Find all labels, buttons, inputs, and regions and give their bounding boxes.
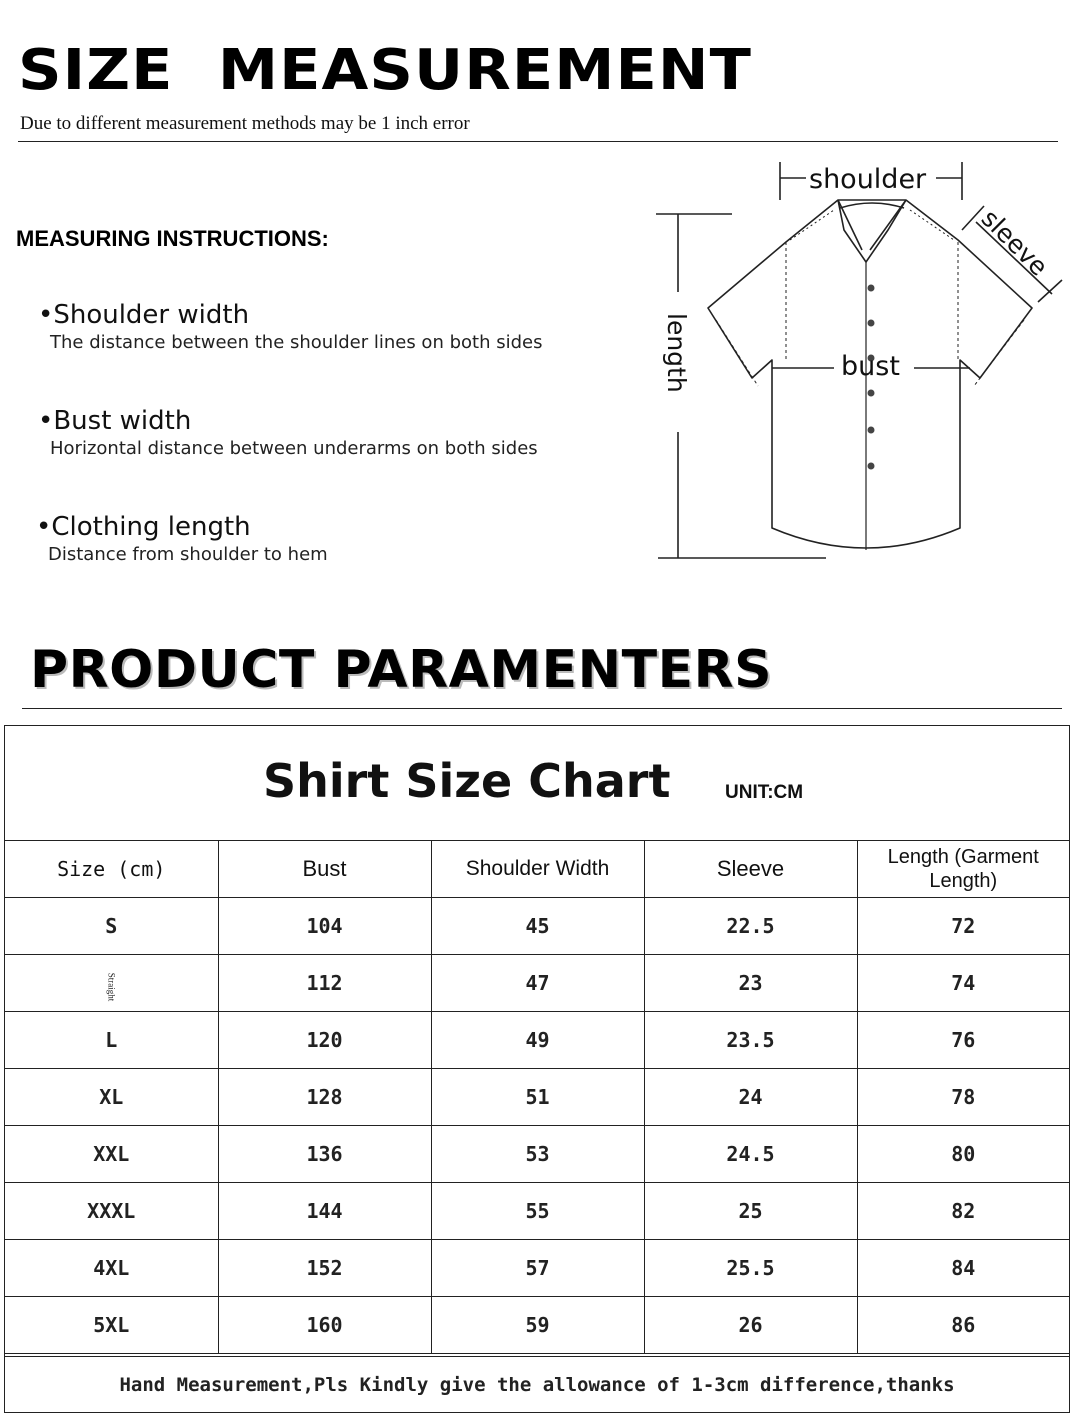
table-row: [5, 1183, 1069, 1240]
cell-sleeve: 25: [644, 1183, 857, 1240]
table-row: [5, 955, 1069, 1012]
header-divider: [18, 141, 1058, 142]
table-row: [5, 1297, 1069, 1354]
cell-shoulder: 49: [431, 1012, 644, 1069]
cell-sleeve: 24: [644, 1069, 857, 1126]
shirt-collar: [838, 200, 906, 262]
table-header-row: [5, 841, 1069, 898]
cell-sleeve: 25.5: [644, 1240, 857, 1297]
instruction-description: Horizontal distance between underarms on both sides: [50, 438, 538, 459]
table-row: [5, 1126, 1069, 1183]
table-row: [5, 898, 1069, 955]
cell-length: 82: [857, 1183, 1069, 1240]
column-header-length: [857, 841, 1069, 898]
size-table: [5, 841, 1069, 1354]
cell-length: 72: [857, 898, 1069, 955]
cell-bust: 120: [218, 1012, 431, 1069]
cell-shoulder: 45: [431, 898, 644, 955]
table-row: [5, 1069, 1069, 1126]
cell-length: 76: [857, 1012, 1069, 1069]
table-row: [5, 1012, 1069, 1069]
instruction-heading: •Bust width: [38, 406, 192, 436]
cell-bust: 144: [218, 1183, 431, 1240]
cell-shoulder: 57: [431, 1240, 644, 1297]
cell-sleeve: 23.5: [644, 1012, 857, 1069]
instruction-description: The distance between the shoulder lines on both sides: [50, 332, 543, 353]
table-row: [5, 1240, 1069, 1297]
cell-sleeve: 23: [644, 955, 857, 1012]
page-title: SIZE MEASUREMENT: [18, 38, 752, 103]
cell-length: 74: [857, 955, 1069, 1012]
cell-size: XXXL: [5, 1183, 218, 1240]
cell-bust: 104: [218, 898, 431, 955]
chart-footer-note: Hand Measurement,Pls Kindly give the allowance of 1-3cm difference,thanks: [5, 1356, 1069, 1412]
chart-unit: UNIT:CM: [725, 782, 804, 803]
shirt-diagram: [640, 150, 1072, 590]
sleeve-label: sleeve: [975, 203, 1054, 282]
column-header-size: Size (cm): [5, 841, 218, 898]
chart-title-row: [5, 726, 1069, 841]
cell-bust: 128: [218, 1069, 431, 1126]
instruction-heading: •Clothing length: [36, 512, 251, 542]
length-label: length: [662, 313, 691, 393]
size-chart: [4, 725, 1070, 1413]
cell-size-text: Straight: [106, 972, 117, 1002]
cell-shoulder: 53: [431, 1126, 644, 1183]
cell-size: S: [5, 898, 218, 955]
cell-length: 84: [857, 1240, 1069, 1297]
cell-size: 4XL: [5, 1240, 218, 1297]
cell-length: 80: [857, 1126, 1069, 1183]
cell-shoulder: 51: [431, 1069, 644, 1126]
cell-shoulder: 55: [431, 1183, 644, 1240]
column-header-length-line1: Length (Garment: [887, 846, 1039, 868]
instruction-heading: •Shoulder width: [38, 300, 250, 330]
instruction-shoulder: [38, 300, 542, 353]
instruction-description: Distance from shoulder to hem: [48, 544, 328, 565]
instruction-bust: [38, 406, 538, 459]
cell-size: XXL: [5, 1126, 218, 1183]
cell-sleeve: 26: [644, 1297, 857, 1354]
cell-bust: 152: [218, 1240, 431, 1297]
column-header-length-line2: Length): [929, 870, 998, 892]
section-divider: [22, 708, 1062, 709]
shoulder-label: shoulder: [809, 164, 927, 195]
chart-title: Shirt Size Chart: [263, 754, 671, 808]
cell-length: 86: [857, 1297, 1069, 1354]
instructions-title: MEASURING INSTRUCTIONS:: [16, 226, 329, 251]
cell-shoulder: 59: [431, 1297, 644, 1354]
column-header-shoulder: Shoulder Width: [431, 841, 644, 898]
cell-bust: 112: [218, 955, 431, 1012]
cell-bust: 160: [218, 1297, 431, 1354]
cell-length: 78: [857, 1069, 1069, 1126]
cell-bust: 136: [218, 1126, 431, 1183]
cell-size: XL: [5, 1069, 218, 1126]
instruction-length: [36, 512, 328, 565]
column-header-bust: Bust: [218, 841, 431, 898]
bust-label: bust: [841, 351, 900, 382]
cell-shoulder: 47: [431, 955, 644, 1012]
column-header-sleeve: Sleeve: [644, 841, 857, 898]
cell-size: L: [5, 1012, 218, 1069]
section-title: PRODUCT PARAMENTERS: [30, 640, 773, 700]
cell-size: 5XL: [5, 1297, 218, 1354]
page-subtitle: Due to different measurement methods may be 1 inch error: [20, 113, 470, 134]
cell-sleeve: 24.5: [644, 1126, 857, 1183]
cell-size: [5, 955, 218, 1012]
cell-sleeve: 22.5: [644, 898, 857, 955]
